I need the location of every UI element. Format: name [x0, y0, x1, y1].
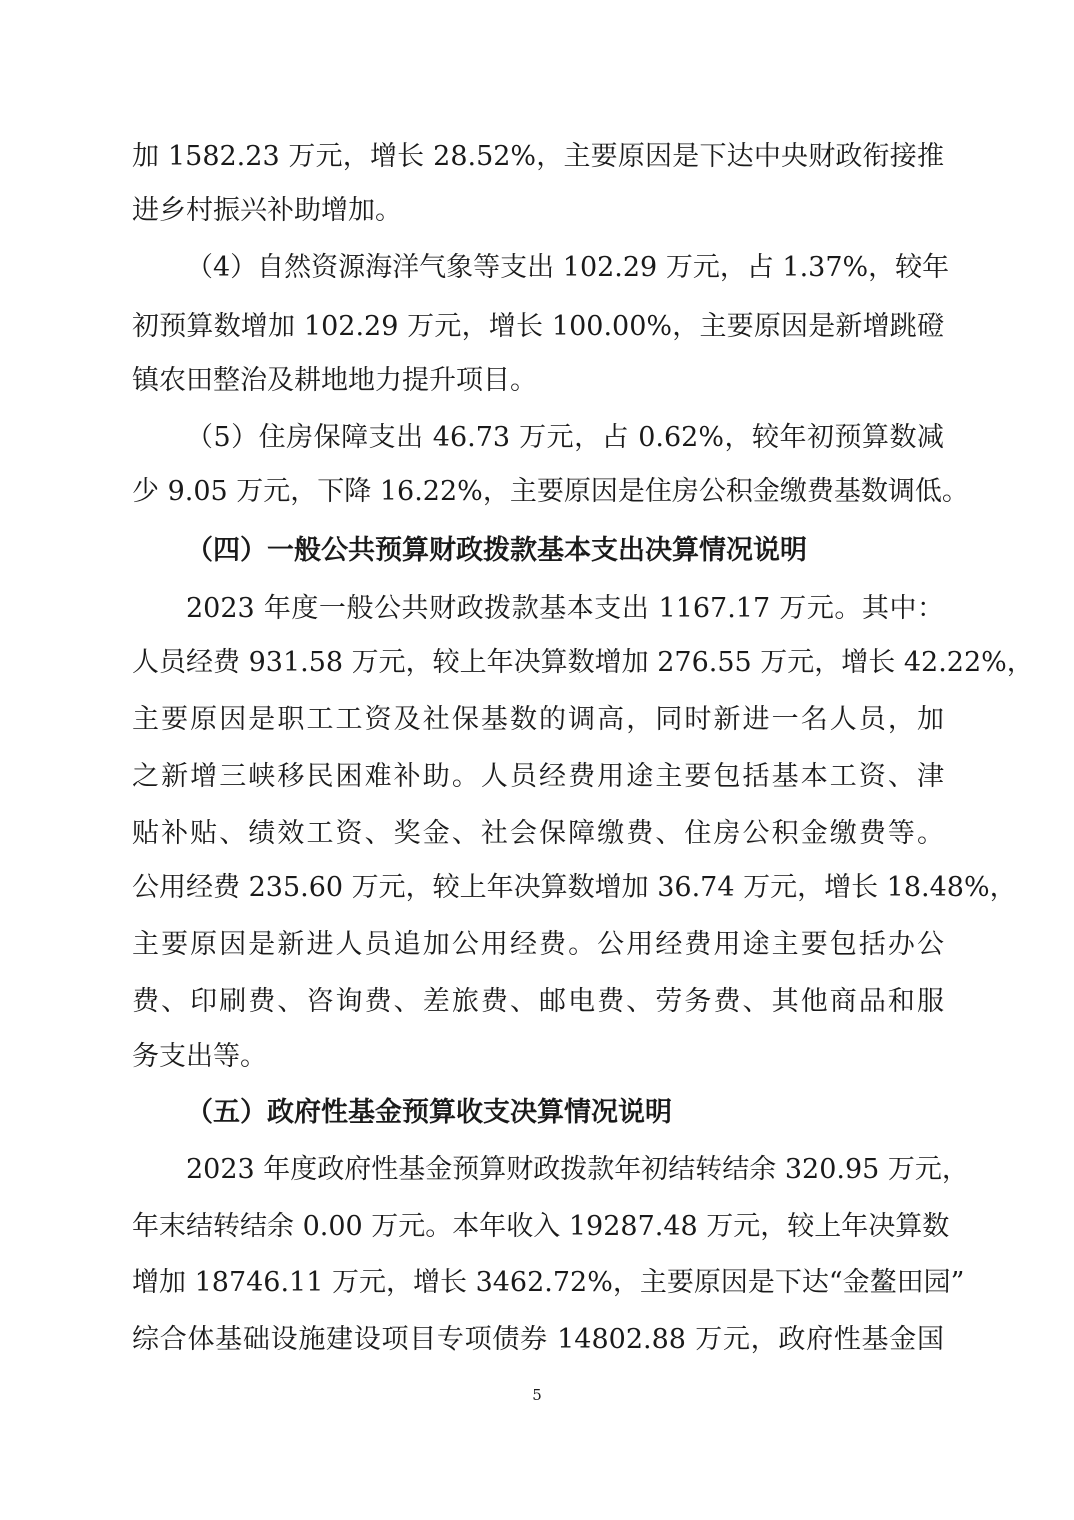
- body-line: 进乡村振兴补助增加。: [132, 195, 402, 226]
- body-line: 贴补贴、绩效工资、奖金、社会保障缴费、住房公积金缴费等。: [132, 818, 944, 849]
- page-number: 5: [532, 1386, 542, 1404]
- body-line: （5）住房保障支出 46.73 万元，占 0.62%，较年初预算数减: [186, 422, 944, 453]
- body-line: 少 9.05 万元，下降 16.22%，主要原因是住房公积金缴费基数调低。: [132, 476, 969, 507]
- body-line: 年末结转结余 0.00 万元。本年收入 19287.48 万元，较上年决算数: [132, 1211, 950, 1242]
- body-line: 主要原因是职工工资及社保基数的调高，同时新进一名人员，加: [132, 704, 944, 735]
- body-line: 人员经费 931.58 万元，较上年决算数增加 276.55 万元，增长 42.22%，: [132, 647, 1034, 678]
- body-line: 初预算数增加 102.29 万元，增长 100.00%，主要原因是新增跳磴: [132, 311, 944, 342]
- body-line: 综合体基础设施建设项目专项债券 14802.88 万元，政府性基金国: [132, 1324, 944, 1355]
- body-line: 加 1582.23 万元，增长 28.52%，主要原因是下达中央财政衔接推: [132, 141, 944, 172]
- body-line: 公用经费 235.60 万元，较上年决算数增加 36.74 万元，增长 18.48%，: [132, 872, 1017, 903]
- body-line: 主要原因是新进人员追加公用经费。公用经费用途主要包括办公: [132, 929, 944, 960]
- body-line: 2023 年度一般公共财政拨款基本支出 1167.17 万元。其中：: [186, 593, 944, 624]
- body-line: 镇农田整治及耕地地力提升项目。: [132, 365, 537, 396]
- body-line: 增加 18746.11 万元，增长 3462.72%，主要原因是下达“金鳌田园”: [132, 1267, 965, 1298]
- body-line: 2023 年度政府性基金预算财政拨款年初结转结余 320.95 万元，: [186, 1154, 969, 1185]
- body-line: 之新增三峡移民困难补助。人员经费用途主要包括基本工资、津: [132, 761, 944, 792]
- body-line: 费、印刷费、咨询费、差旅费、邮电费、劳务费、其他商品和服: [132, 986, 944, 1017]
- body-line: 务支出等。: [132, 1041, 267, 1072]
- body-line: （4）自然资源海洋气象等支出 102.29 万元，占 1.37%，较年: [186, 252, 950, 283]
- section-heading-4: （四）一般公共预算财政拨款基本支出决算情况说明: [186, 535, 807, 566]
- section-heading-5: （五）政府性基金预算收支决算情况说明: [186, 1097, 672, 1128]
